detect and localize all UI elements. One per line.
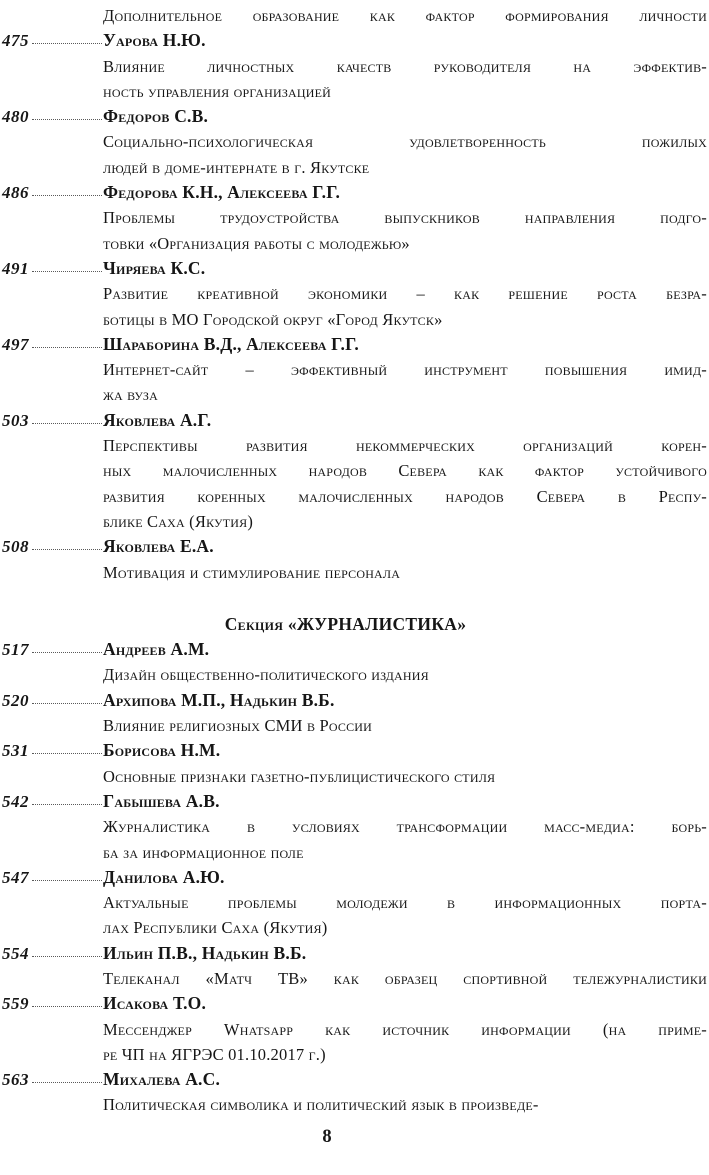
- entry-head: [0, 180, 707, 205]
- entry-title-line: людей в доме-интернате в г. Якутске: [103, 157, 370, 177]
- leader-dots: [32, 879, 102, 881]
- entry-authors: Федоров С.В.: [103, 106, 209, 127]
- entry-title-line: Интернет-сайт – эффективный инструмент повышения имид-: [103, 360, 707, 380]
- entry-number-cell: [0, 332, 103, 357]
- entry-number-cell: [0, 1067, 103, 1092]
- entry-head: [0, 738, 707, 763]
- entry-title-line: товки «Организация работы с молодежью»: [103, 233, 410, 253]
- entry-title-line: Основные признаки газетно-публицистического стиля: [103, 766, 496, 786]
- entry-title-line: Актуальные проблемы молодежи в информационных порта-: [103, 893, 707, 913]
- toc-entry: [0, 408, 707, 534]
- entry-authors: Яковлева Е.А.: [103, 536, 214, 557]
- leader-dots: [32, 346, 102, 348]
- entry-head: [0, 534, 707, 559]
- toc-entry: [0, 28, 707, 104]
- entry-number-cell: [0, 28, 103, 53]
- entry-title-line: жа вуза: [103, 385, 158, 405]
- leader-dots: [32, 42, 102, 44]
- entry-head: [0, 1067, 707, 1092]
- entry-page-number: 491: [2, 258, 29, 278]
- entry-title-line: ре ЧП на ЯГРЭС 01.10.2017 г.): [103, 1044, 326, 1064]
- toc-entry: [0, 941, 707, 992]
- entry-title-line: лах Республики Саха (Якутия): [103, 918, 328, 938]
- entry-page-number: 517: [2, 640, 29, 660]
- toc-entry: [0, 332, 707, 408]
- toc-entry: [0, 991, 707, 1067]
- entry-title-line: Политическая символика и политический язык в произведе-: [103, 1095, 539, 1115]
- entry-number-cell: [0, 865, 103, 890]
- leader-dots: [32, 194, 102, 196]
- leader-dots: [32, 803, 102, 805]
- section-heading: Секция «ЖУРНАЛИСТИКА»: [224, 613, 467, 634]
- entry-page-number: 531: [2, 741, 29, 761]
- entry-page-number: 520: [2, 690, 29, 710]
- toc-entry: [0, 1067, 707, 1118]
- entry-authors: Уарова Н.Ю.: [103, 30, 206, 51]
- entry-page-number: 497: [2, 334, 29, 354]
- entry-number-cell: [0, 534, 103, 559]
- entry-authors: Данилова А.Ю.: [103, 866, 225, 887]
- entry-title-line: Влияние религиозных СМИ в России: [103, 716, 373, 736]
- entry-page-number: 547: [2, 867, 29, 887]
- toc-entry: [0, 789, 707, 865]
- page-footer: [0, 1127, 654, 1148]
- entry-authors: Борисова Н.М.: [103, 740, 221, 761]
- leader-dots: [32, 702, 102, 704]
- entry-title-line: Проблемы трудоустройства выпускников направления подго-: [103, 208, 707, 228]
- entry-page-number: 559: [2, 994, 29, 1014]
- entry-page-number: 542: [2, 791, 29, 811]
- leader-dots: [32, 651, 102, 653]
- leader-dots: [32, 270, 102, 272]
- toc-entry: [0, 256, 707, 332]
- entry-authors: Чиряева К.С.: [103, 257, 206, 278]
- entry-title-line: Журналистика в условиях трансформации масс-медиа: борь-: [103, 817, 707, 837]
- toc-entry: [0, 104, 707, 180]
- entry-title-line: развития коренных малочисленных народов Севера в Респу-: [103, 486, 707, 506]
- toc-entry: [0, 637, 707, 688]
- entry-page-number: 486: [2, 183, 29, 203]
- entry-page-number: 480: [2, 107, 29, 127]
- entry-number-cell: [0, 637, 103, 662]
- entry-authors: Андреев А.М.: [103, 639, 210, 660]
- entry-authors: Габышева А.В.: [103, 790, 220, 811]
- entry-title-line: ных малочисленных народов Севера как фактор устойчивого: [103, 461, 707, 481]
- entry-head: [0, 104, 707, 129]
- page-number: 8: [322, 1127, 332, 1147]
- entry-head: [0, 688, 707, 713]
- entry-authors: Федорова К.Н., Алексеева Г.Г.: [103, 182, 341, 203]
- entry-number-cell: [0, 991, 103, 1016]
- toc-entry: [0, 738, 707, 789]
- entry-page-number: 508: [2, 537, 29, 557]
- leader-dots: [32, 118, 102, 120]
- entry-head: [0, 256, 707, 281]
- entry-title-line: ботицы в МО Городской округ «Город Якутск»: [103, 309, 443, 329]
- leader-dots: [32, 955, 102, 957]
- entry-page-number: 554: [2, 943, 29, 963]
- entry-head: [0, 789, 707, 814]
- entry-head: [0, 865, 707, 890]
- entry-title-line: Влияние личностных качеств руководителя на эффектив-: [103, 56, 707, 76]
- entry-number-cell: [0, 104, 103, 129]
- entry-title-line: ба за информационное поле: [103, 842, 304, 862]
- entry-title-line: блике Саха (Якутия): [103, 511, 254, 531]
- entry-authors: Яковлева А.Г.: [103, 409, 212, 430]
- entry-title-line: Дизайн общественно-политического издания: [103, 665, 429, 685]
- toc-entry: [0, 688, 707, 739]
- entry-page-number: 563: [2, 1070, 29, 1090]
- entry-authors: Ильин П.В., Надькин В.Б.: [103, 942, 307, 963]
- toc-entry: [0, 180, 707, 256]
- leader-dots: [32, 1081, 102, 1083]
- entry-head: [0, 991, 707, 1016]
- toc-list: [0, 3, 707, 1118]
- entry-head: [0, 637, 707, 662]
- entry-authors: Михалева А.С.: [103, 1069, 221, 1090]
- entry-number-cell: [0, 789, 103, 814]
- entry-number-cell: [0, 688, 103, 713]
- entry-number-cell: [0, 738, 103, 763]
- leader-dots: [32, 752, 102, 754]
- entry-head: [0, 408, 707, 433]
- entry-number-cell: [0, 256, 103, 281]
- entry-page-number: 475: [2, 31, 29, 51]
- entry-head: [0, 28, 707, 53]
- toc-entry: [0, 534, 707, 585]
- title-continuation-line: Дополнительное образование как фактор формирования личности: [103, 6, 707, 25]
- entry-title-line: Мессенджер Whatsapp как источник информации (на приме-: [103, 1019, 707, 1039]
- entry-title-line: Телеканал «Матч ТВ» как образец спортивной тележурналистики: [103, 968, 707, 988]
- entry-head: [0, 332, 707, 357]
- entry-title-line: Социально-психологическая удовлетворенность пожилых: [103, 132, 707, 152]
- toc-entry: [0, 865, 707, 941]
- entry-number-cell: [0, 941, 103, 966]
- entry-title-line: Перспективы развития некоммерческих организаций корен-: [103, 436, 707, 456]
- leader-dots: [32, 422, 102, 424]
- entry-authors: Архипова М.П., Надькин В.Б.: [103, 689, 335, 710]
- entry-title-line: Развитие креативной экономики – как решение роста безра-: [103, 284, 707, 304]
- entry-page-number: 503: [2, 410, 29, 430]
- entry-head: [0, 941, 707, 966]
- toc-entry-continuation: [0, 3, 707, 28]
- entry-authors: Шараборина В.Д., Алексеева Г.Г.: [103, 333, 359, 354]
- entry-number-cell: [0, 408, 103, 433]
- entry-authors: Исакова Т.О.: [103, 993, 207, 1014]
- entry-title-line: Мотивация и стимулирование персонала: [103, 562, 401, 582]
- leader-dots: [32, 1005, 102, 1007]
- entry-title-line: ность управления организацией: [103, 81, 332, 101]
- entry-number-cell: [0, 180, 103, 205]
- leader-dots: [32, 548, 102, 550]
